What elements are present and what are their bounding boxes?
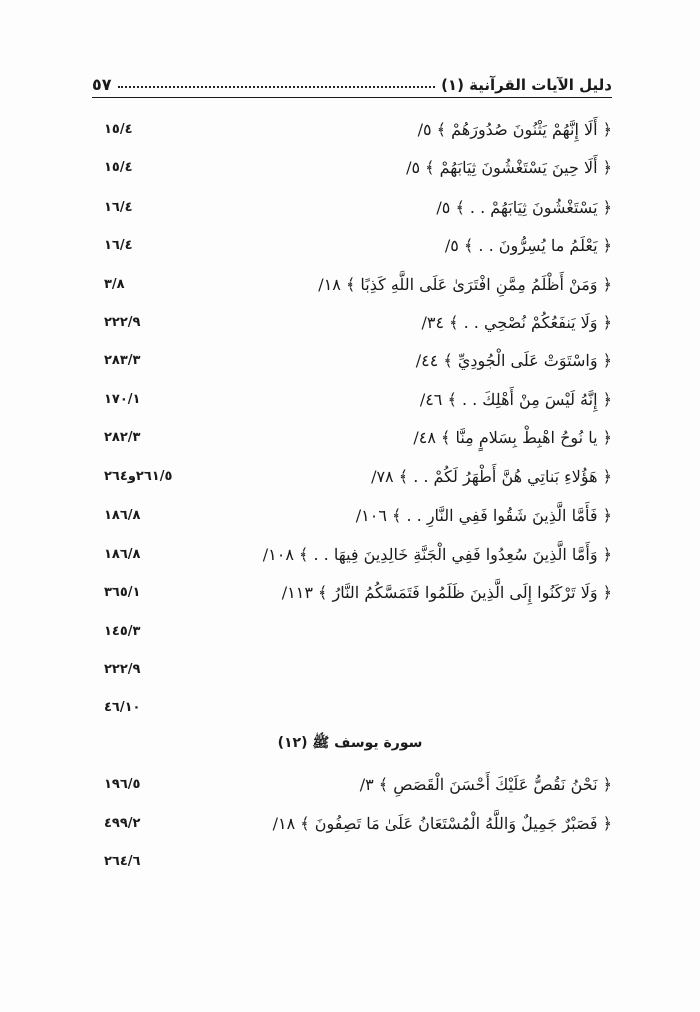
index-entry <box>104 272 612 298</box>
verse-text: ﴿ وَمَنْ أَظْلَمُ مِمَّنِ افْتَرَىٰ عَلَى اللَّهِ كَذِبًا ﴾ ١٨/ <box>318 275 612 294</box>
index-entry <box>104 348 612 374</box>
verse-text: ﴿ وَلَا يَنفَعُكُمْ نُصْحِي . . ﴾ ٣٤/ <box>421 313 612 332</box>
verse-text: ﴿ يَسْتَغْشُونَ ثِيَابَهُمْ . . ﴾ ٥/ <box>436 198 612 217</box>
verse-text: ﴿ فَصَبْرٌ جَمِيلٌ وَاللَّهُ الْمُسْتَعَانُ عَلَىٰ مَا تَصِفُونَ ﴾ ١٨/ <box>272 814 612 833</box>
index-entry <box>104 503 612 529</box>
verse-text: ﴿ هَؤُلاءِ بَناتِي هُنَّ أَطْهَرُ لَكُمْ . . ﴾ ٧٨/ <box>371 467 612 486</box>
volume-page-ref: ١٩٦/٥ <box>104 777 141 792</box>
volume-page-ref: ٢٨٢/٣ <box>104 430 141 445</box>
volume-page-ref: ٣/٨ <box>104 277 125 292</box>
volume-page-ref: ٢٨٣/٣ <box>104 353 141 368</box>
volume-page-ref: ١٦/٤ <box>104 200 133 215</box>
index-entry <box>104 117 612 143</box>
volume-page-ref: ١٧٠/١ <box>104 392 141 407</box>
verse-text: ﴿ وَلَا تَرْكَنُوا إِلَى الَّذِينَ ظَلَمُوا فَتَمَسَّكُمُ النَّارُ ﴾ ١١٣/ <box>281 583 612 602</box>
verse-text: ﴿ وَاسْتَوَتْ عَلَى الْجُودِيِّ ﴾ ٤٤/ <box>415 351 612 370</box>
volume-page-ref: ٢٦١/٥و٢٦٤ <box>104 469 173 484</box>
volume-page-ref: ١٥/٤ <box>104 122 133 137</box>
index-entry <box>104 425 612 451</box>
index-entry <box>104 233 612 259</box>
index-entry <box>104 772 612 798</box>
index-entry <box>104 695 612 721</box>
index-entry <box>104 580 612 606</box>
volume-page-ref: ١٦/٤ <box>104 238 133 253</box>
verse-text: ﴿ يا نُوحُ اهْبِطْ بِسَلامٍ مِنَّا ﴾ ٤٨/ <box>413 428 612 447</box>
verse-text: ﴿ نَحْنُ نَقُصُّ عَلَيْكَ أَحْسَنَ الْقَصَصِ ﴾ ٣/ <box>359 775 612 794</box>
volume-page-ref: ١٨٦/٨ <box>104 508 141 523</box>
verse-text: ﴿ يَعْلَمُ ما يُسِرُّونَ . . ﴾ ٥/ <box>444 236 612 255</box>
index-entry <box>104 849 612 875</box>
verse-text: ﴿ أَلَا حِينَ يَسْتَغْشُونَ ثِيَابَهُمْ ﴾ ٥/ <box>406 158 612 177</box>
header-title: دليل الآيات القرآنية (١) <box>441 76 612 94</box>
index-entry <box>104 387 612 413</box>
index-entry <box>104 619 612 645</box>
index-entry <box>104 811 612 837</box>
index-entry <box>104 310 612 336</box>
page-number: ٥٧ <box>92 75 112 94</box>
volume-page-ref: ١٤٥/٣ <box>104 624 141 639</box>
verse-text: ﴿ فَأَمَّا الَّذِينَ شَقُوا فَفِي النَّارِ . . ﴾ ١٠٦/ <box>355 506 612 525</box>
index-entry <box>104 195 612 221</box>
volume-page-ref: ٢٦٤/٦ <box>104 854 141 869</box>
index-entry <box>104 155 612 181</box>
volume-page-ref: ٢٢٢/٩ <box>104 315 141 330</box>
volume-page-ref: ١٨٦/٨ <box>104 547 141 562</box>
verse-text: ﴿ إِنَّهُ لَيْسَ مِنْ أَهْلِكَ . . ﴾ ٤٦/ <box>419 390 612 409</box>
volume-page-ref: ٤٩٩/٢ <box>104 816 141 831</box>
volume-page-ref: ١٥/٤ <box>104 160 133 175</box>
volume-page-ref: ٤٦/١٠ <box>104 700 141 715</box>
verse-text: ﴿ وَأَمَّا الَّذِينَ سُعِدُوا فَفِي الْجَنَّةِ خَالِدِينَ فِيهَا . . ﴾ ١٠٨/ <box>262 545 612 564</box>
volume-page-ref: ٣٦٥/١ <box>104 585 141 600</box>
verse-text: ﴿ أَلَا إِنَّهُمْ يَثْنُونَ صُدُورَهُمْ ﴾ ٥/ <box>417 120 612 139</box>
surah-heading: سورة يوسف ﷺ (١٢) <box>277 735 423 751</box>
index-entry <box>104 542 612 568</box>
index-entry <box>104 464 612 490</box>
volume-page-ref: ٢٢٢/٩ <box>104 662 141 677</box>
index-entry <box>104 657 612 683</box>
